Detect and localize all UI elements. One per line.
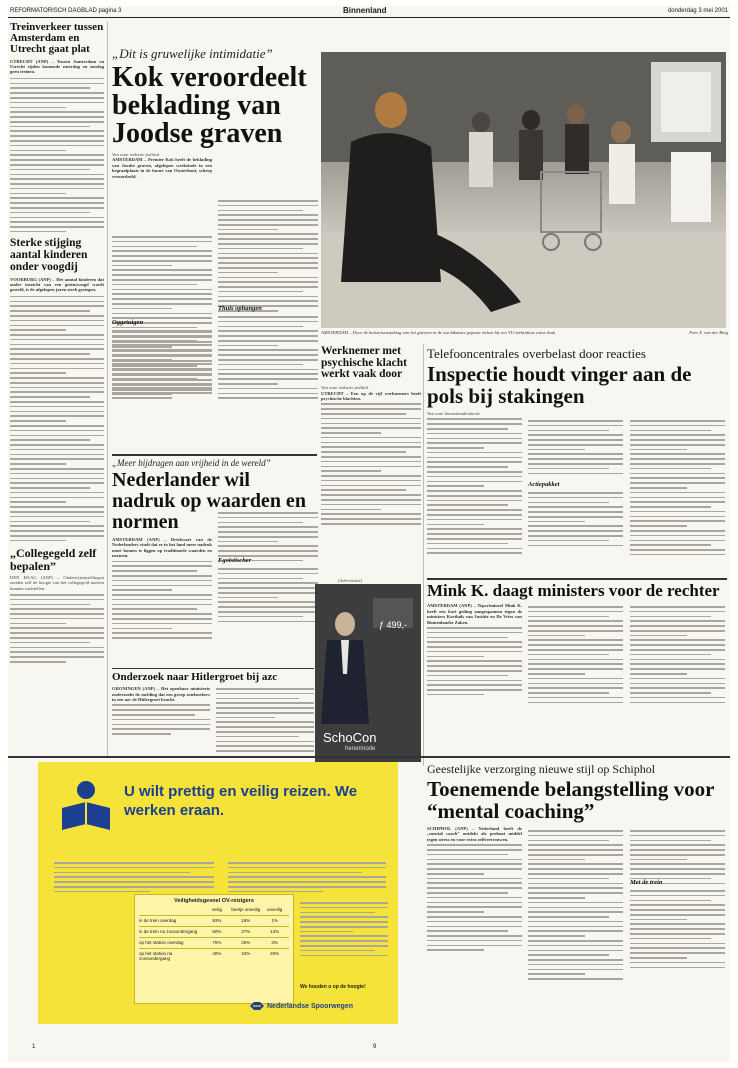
row-beetje: 16% (241, 918, 251, 923)
reading-person-icon (56, 778, 116, 838)
nederlander-lead: AMSTERDAM (ANP) – Driekwart van de Nederlanders vindt dat er in het land meer nadruk moet komen te liggen op traditionele waarden en normen. (112, 537, 212, 559)
hitler-col-1 (112, 704, 210, 734)
safety-row (139, 915, 289, 923)
suit-brand: SchoCon (323, 730, 377, 745)
strike-col-2b (528, 492, 623, 549)
schiphol-col-3b (630, 890, 725, 971)
main-kicker: „Dit is gruwelijke intimidatie” (112, 46, 273, 61)
headline-trein: Treinverkeer tussen Amsterdam en Utrecht gaat plat (10, 21, 104, 56)
nederlander-headline: Nederlander wil nadruk op waarden en normen (112, 469, 306, 533)
hitler-lead: GRONINGEN (ANP) – Het openbaar ministerie onderzoekt de melding dat een groep asielzoekers in een azc de Hitlergroet bracht. (112, 686, 210, 703)
safety-row (139, 926, 289, 934)
strike-article (427, 346, 727, 571)
strike-col-1 (427, 418, 522, 553)
row-veilig: 60% (212, 929, 222, 934)
ns-ad-headline: U wilt prettig en veilig reizen. We werken eraan. (124, 783, 358, 819)
hitler-article (112, 672, 314, 752)
ns-logo (250, 1002, 353, 1010)
main-col-2b (218, 316, 318, 402)
mink-col-1 (427, 627, 522, 696)
suit-advertisement (315, 584, 421, 762)
subhead-thuis: Thuis ophangen (218, 305, 262, 312)
main-body-cols (112, 236, 317, 446)
divider-nederlander (112, 454, 317, 456)
left-column (10, 22, 104, 752)
page-header (8, 6, 730, 18)
headline-voogdij: Sterke stijging aantal kinderen onder voogdij (10, 237, 88, 273)
lead-voogdij: VOORBURG (ANP) – Het aantal kinderen dat onder toezicht van een gezinsvoogd wordt gesteld, is de afgelopen jaren sterk gestegen. (10, 276, 104, 293)
row-beetje: 34% (241, 951, 251, 956)
row-onveilig: 13% (270, 929, 280, 934)
subhead-egoistischer: Egoïstischer (218, 557, 252, 564)
col-veilig: veilig (211, 907, 223, 912)
body-trein (10, 78, 104, 233)
row-veilig: 75% (212, 940, 222, 945)
row-beetje: 25% (241, 940, 251, 945)
psych-article (321, 346, 421, 581)
mink-article (427, 582, 727, 762)
schiphol-col-2 (528, 830, 623, 983)
row-onveilig: 3% (271, 940, 278, 945)
nederlander-article (112, 458, 317, 618)
row-beetje: 27% (241, 929, 251, 934)
safety-row (139, 937, 289, 945)
row-label: op het station overdag (139, 940, 184, 945)
main-byline: Van onze redactie politiek (112, 152, 160, 157)
safety-table-title: Veiligheidsgevoel OV-reizigers (174, 898, 254, 904)
main-headline: Kok veroordeelt beklading van Joodse graven (112, 62, 307, 149)
footer-page-left: 1 (32, 1044, 36, 1050)
strike-col-3 (630, 420, 725, 559)
psych-body (321, 403, 421, 524)
safety-table (134, 894, 294, 1004)
ns-logo-text: Nederlandse Spoorwegen (267, 1002, 353, 1010)
section-title: Binnenland (343, 6, 387, 15)
psych-headline: Werknemer met psychische klacht werkt vaak door (321, 345, 407, 381)
strike-kicker: Telefooncentrales overbelast door reacties (427, 346, 646, 361)
subhead-actiepakket: Actiepakket (528, 481, 560, 488)
ns-ad-footer: We houden u op de hoogte! (300, 984, 366, 990)
psych-byline: Van onze redactie politiek (321, 385, 369, 391)
suit-sub: herenmode (345, 746, 376, 752)
schiphol-article (427, 762, 727, 1032)
row-veilig: 40% (212, 951, 222, 956)
strike-byline: Van onze binnenlandredactie (427, 411, 481, 416)
body-voogdij (10, 296, 104, 541)
hitler-headline: Onderzoek naar Hitlergroet bij azc (112, 671, 278, 683)
mink-col-3 (630, 606, 725, 706)
main-col-1b (112, 330, 212, 402)
divider-hitler (112, 668, 314, 669)
photo-scene (321, 52, 726, 328)
hitler-col-2 (216, 688, 314, 755)
suit-price: ƒ 499,- (379, 620, 408, 630)
lead-trein: UTRECHT (ANP) – Tussen Amsterdam en Utrecht rijden komende zaterdag en zondag geen treinen. (10, 58, 104, 75)
header-date: donderdag 3 mei 2001 (667, 8, 728, 14)
waiting-room-photo (321, 52, 726, 328)
divider-mink (427, 578, 727, 580)
schiphol-col-1 (427, 844, 522, 951)
nederlander-col-1 (112, 561, 212, 639)
col-beetje: beetje onveilig (231, 907, 261, 912)
row-onveilig: 25% (270, 951, 280, 956)
headline-collegegeld: „Collegegeld zelf bepalen” (10, 546, 97, 573)
mink-col-2 (528, 606, 623, 706)
mink-headline: Mink K. daagt ministers voor de rechter (427, 581, 720, 600)
safety-row (139, 948, 289, 961)
schiphol-lead: SCHIPHOL (ANP) – Nederland heeft de „mental coach” ontdekt als probaat middel tegen stress en voor extra zelfvertrouwen. (427, 826, 522, 842)
lead-collegegeld: DEN HAAG (ANP) – Onderwijsinstellingen zouden zelf de hoogte van het collegegeld moeten kunnen vaststellen. (10, 574, 104, 591)
photo-caption: AMSTERDAM – Door de huisartsenstaking van het gisteren in de wachtkamer gepuste zieken bij een VU-ziekenhuis extra druk. (321, 330, 557, 335)
schiphol-headline: Toenemende belangstelling voor “mental coaching” (427, 777, 715, 823)
strike-headline: Inspectie houdt vinger aan de pols bij stakingen (427, 362, 692, 408)
subhead-oggetuigen: Oggetuigen (112, 319, 144, 326)
header-left: REFORMATORISCH DAGBLAD pagina 3 (10, 8, 122, 14)
mink-lead: AMSTERDAM (ANP) – Topcrimineel Mink K. heeft een kort geding aangespannen tegen de ministers Korthals van Justitie en De Vries van Binnenlandse Zaken. (427, 603, 522, 625)
subhead-met-de-trein: Met de trein (630, 879, 663, 886)
newspaper-page (8, 6, 730, 1062)
main-col-2 (218, 200, 318, 315)
row-veilig: 93% (212, 918, 222, 923)
ns-logo-icon (250, 1002, 264, 1010)
safety-table-head (139, 907, 289, 912)
row-label: in de trein na zonsondergang (139, 929, 198, 934)
psych-lead: UTRECHT – Een op de vijf werknemers heeft psychische klachten. (321, 390, 421, 401)
left-column-divider (107, 22, 108, 757)
nederlander-col-2b (218, 568, 318, 625)
col-onveilig: onveilig (266, 907, 283, 912)
strike-col-2 (528, 420, 623, 477)
advertentie-label: (Advertentie) (338, 578, 363, 583)
schiphol-kicker: Geestelijke verzorging nieuwe stijl op Schiphol (427, 762, 656, 776)
footer-page-center: 9 (373, 1044, 377, 1050)
nederlander-kicker: „Meer bijdragen aan vrijheid in de wereld” (112, 458, 271, 468)
row-label: op het station na zonsondergang (139, 951, 173, 961)
ns-ad-text-right-b (300, 902, 388, 959)
right-column-divider (423, 344, 424, 766)
ns-advertisement (38, 762, 398, 1024)
body-collegegeld (10, 594, 104, 663)
row-onveilig: 1% (271, 918, 278, 923)
main-lead: AMSTERDAM – Premier Kok heeft de beklading van Joodse graven, afgelopen weekeinde in een begraafplaats in de buurt van Oosterhout, scherp veroordeeld. (112, 157, 212, 179)
row-label: in de trein overdag (139, 918, 177, 923)
page-footer (8, 1042, 730, 1056)
photo-credit: Foto X. van der Berg (689, 330, 728, 335)
ns-ad-text-right (228, 862, 386, 895)
ns-ad-text-left (54, 862, 214, 895)
divider-bottom (8, 756, 730, 758)
